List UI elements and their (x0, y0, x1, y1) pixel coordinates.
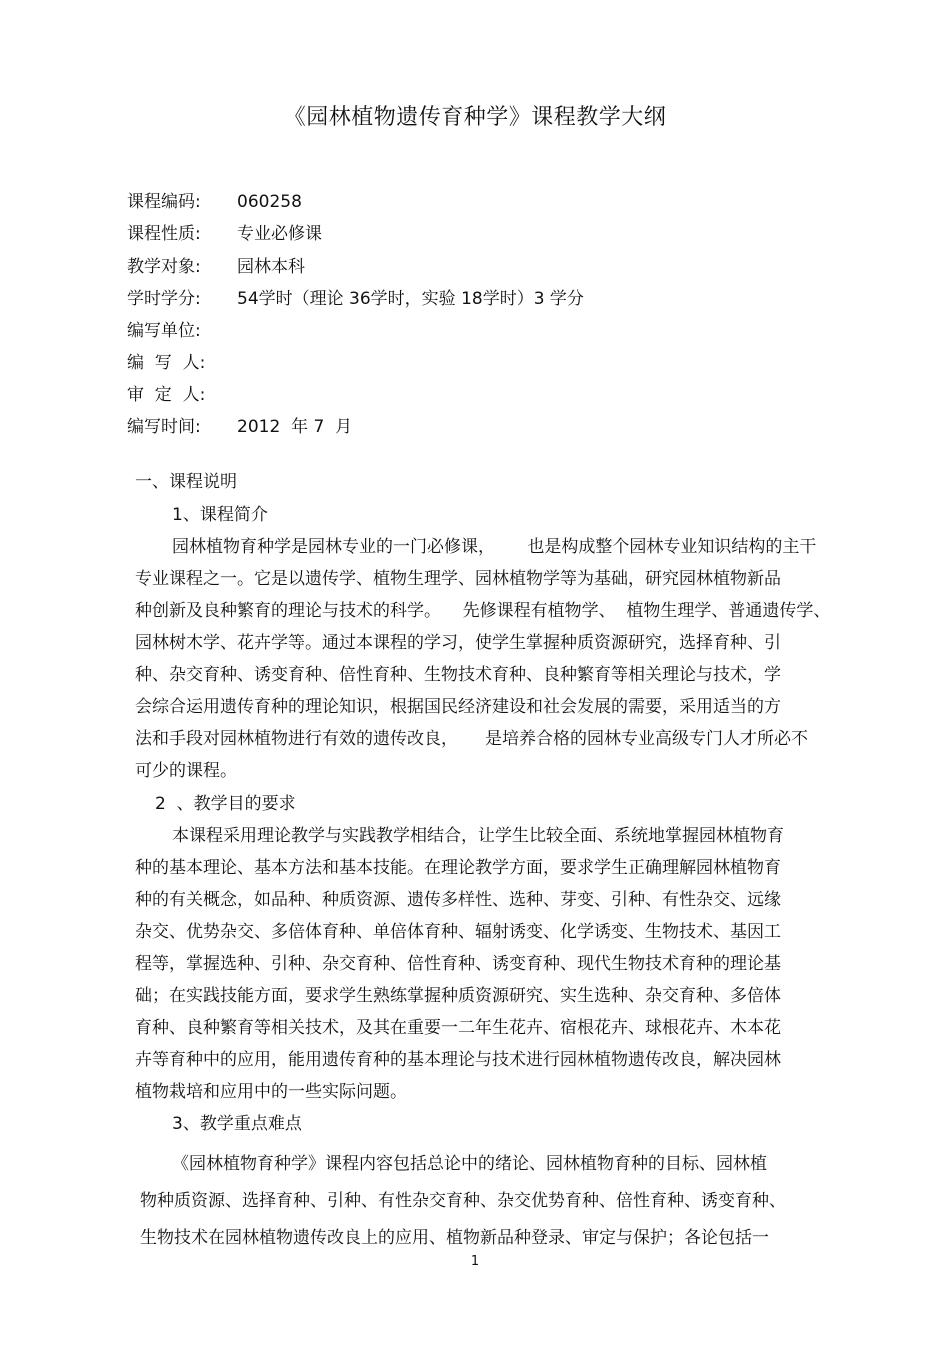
paragraph-line: 杂交、优势杂交、多倍体育种、单倍体育种、辐射诱变、化学诱变、生物技术、基因工 (135, 922, 781, 942)
meta-row-course-code (127, 187, 302, 211)
paragraph-line: 种的有关概念，如品种、种质资源、遗传多样性、选种、芽变、引种、有性杂交、远缘 (135, 890, 781, 910)
meta-row-unit (127, 316, 237, 340)
paragraph-line: 种、杂交育种、诱变育种、倍性育种、生物技术育种、良种繁育等相关理论与技术，学 (135, 665, 781, 685)
paragraph-line: 育种、良种繁育等相关技术，及其在重要一二年生花卉、宿根花卉、球根花卉、木本花 (135, 1018, 781, 1038)
paragraph-line: 园林树木学、花卉学等。通过本课程的学习，使学生掌握种质资源研究，选择育种、引 (135, 633, 781, 653)
meta-value: 专业必修课 (237, 224, 322, 244)
meta-row-reviewer (127, 380, 237, 404)
section-heading: 一、课程说明 (135, 472, 237, 492)
meta-label: 编 写 人: (127, 353, 206, 373)
paragraph-line: 种的基本理论、基本方法和基本技能。在理论教学方面，要求学生正确理解园林植物育 (135, 858, 781, 878)
paragraph-line: 物种质资源、选择育种、引种、有性杂交育种、杂交优势育种、倍性育种、诱变育种、 (140, 1191, 786, 1211)
paragraph-line: 法和手段对园林植物进行有效的遗传改良， 是培养合格的园林专业高级专门人才所必不 (135, 729, 809, 749)
meta-value: 园林本科 (237, 257, 305, 277)
meta-value: 54学时（理论 36学时，实验 18学时）3 学分 (237, 289, 584, 309)
meta-value: 060258 (237, 192, 302, 212)
meta-label: 学时学分: (127, 289, 201, 309)
meta-label: 教学对象: (127, 257, 201, 277)
paragraph-line: 种创新及良种繁育的理论与技术的科学。 先修课程有植物学、 植物生理学、普通遗传学、 (135, 601, 831, 621)
paragraph-line: 本课程采用理论教学与实践教学相结合，让学生比较全面、系统地掌握园林植物育 (172, 826, 784, 846)
meta-row-date (127, 412, 352, 436)
paragraph-line: 园林植物育种学是园林专业的一门必修课， 也是构成整个园林专业知识结构的主干 (172, 537, 817, 557)
meta-label: 编写时间: (127, 417, 201, 437)
meta-row-author (127, 348, 237, 372)
meta-row-hours-credits (127, 284, 584, 308)
meta-label: 课程性质: (127, 224, 201, 244)
subsection-heading: 3、教学重点难点 (172, 1114, 302, 1134)
paragraph-line: 植物栽培和应用中的一些实际问题。 (135, 1082, 407, 1102)
paragraph-line: 卉等育种中的应用，能用遗传育种的基本理论与技术进行园林植物遗传改良，解决园林 (135, 1050, 781, 1070)
meta-row-audience (127, 252, 305, 276)
meta-label: 审 定 人: (127, 385, 206, 405)
meta-label: 编写单位: (127, 321, 201, 341)
paragraph-line: 专业课程之一。它是以遗传学、植物生理学、园林植物学等为基础，研究园林植物新品 (135, 569, 781, 589)
meta-label: 课程编码: (127, 192, 201, 212)
paragraph-line: 程等，掌握选种、引种、杂交育种、倍性育种、诱变育种、现代生物技术育种的理论基 (135, 954, 781, 974)
meta-row-course-nature (127, 219, 322, 243)
page-title: 《园林植物遗传育种学》课程教学大纲 (283, 105, 667, 130)
paragraph-line: 础；在实践技能方面，要求学生熟练掌握种质资源研究、实生选种、杂交育种、多倍体 (135, 986, 781, 1006)
subsection-heading: 1、课程简介 (172, 505, 268, 525)
paragraph-line: 会综合运用遗传育种的理论知识，根据国民经济建设和社会发展的需要，采用适当的方 (135, 697, 781, 717)
meta-value: 2012 年 7 月 (237, 417, 353, 437)
paragraph-line: 可少的课程。 (135, 761, 237, 781)
paragraph-line: 《园林植物育种学》课程内容包括总论中的绪论、园林植物育种的目标、园林植 (172, 1154, 767, 1174)
subsection-heading: 2 、教学目的要求 (155, 794, 296, 814)
page-number: 1 (470, 1254, 480, 1269)
paragraph-line: 生物技术在园林植物遗传改良上的应用、植物新品种登录、审定与保护；各论包括一 (140, 1228, 769, 1248)
